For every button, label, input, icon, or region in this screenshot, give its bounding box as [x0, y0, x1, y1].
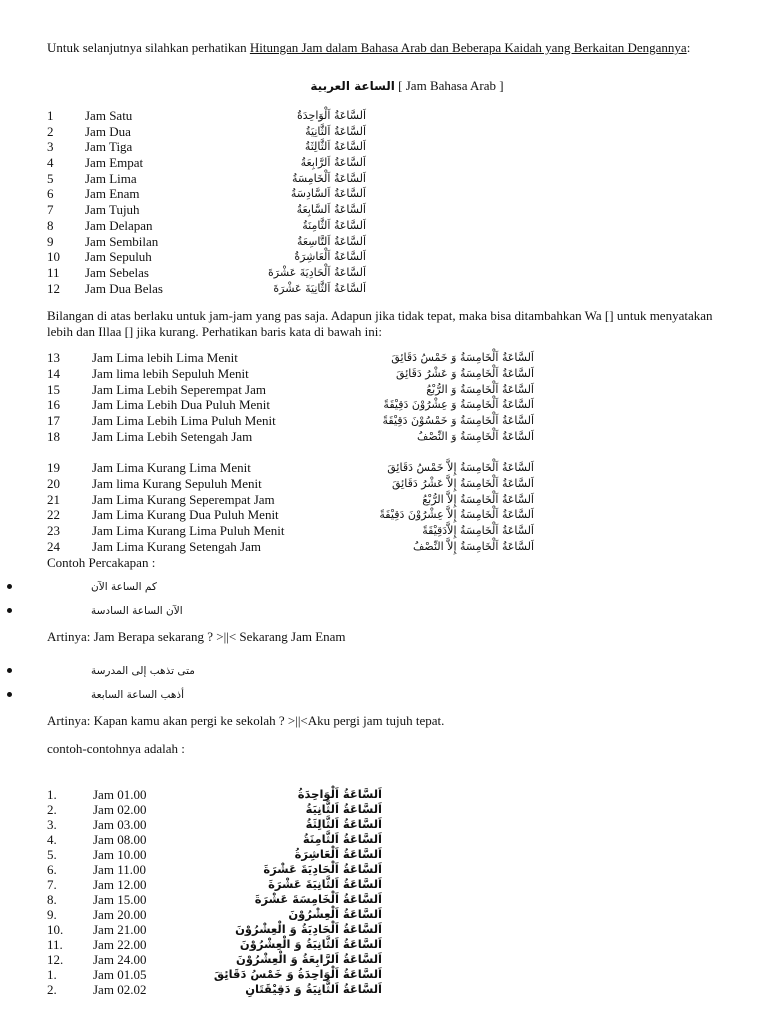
row-arabic: اَلسَّاعَةُ اَلْخَامِسَةُ وَ الرُّبْعُ [426, 382, 534, 396]
row-number: 12 [47, 280, 60, 296]
table-row [47, 476, 737, 492]
row-arabic: اَلسَّاعَةُ اَلْخَامِسَةُ وَ عِشْرُوْنَ دَقِيْقَةً [383, 398, 534, 412]
row-arabic: اَلسَّاعَةُ اَلْخَامِسَةُ وَ خَمْسُوْنَ دَقِيْقَةً [382, 414, 534, 427]
row-arabic: اَلسَّاعَةُ اَلثَّانِيَةُ [305, 801, 382, 816]
bullet-dot [7, 608, 12, 613]
row-label: Jam 01.00 [93, 786, 147, 802]
table-row [47, 787, 737, 802]
row-arabic: اَلسَّاعَةُ اَلْخَامِسَةُ وَ النِّصْفُ [417, 429, 534, 443]
row-number: 9. [47, 906, 57, 922]
row-label: Jam Lima Kurang Lima Puluh Menit [92, 523, 285, 539]
row-label: Jam Lima Lebih Setengah Jam [92, 428, 253, 444]
row-arabic: اَلسَّاعَةُ اَلْخَامِسَةُ إِلاَّ خَمْسُ دَقَائِقَ [387, 461, 534, 475]
bullet-dot [7, 668, 12, 673]
row-arabic: اَلسَّاعَةُ اَلْوَاحِدَةُ [296, 109, 366, 122]
examples-title: contoh-contohnya adalah : [47, 740, 185, 756]
row-number: 15 [47, 381, 60, 397]
row-label: Jam Delapan [85, 217, 153, 233]
row-number: 22 [47, 507, 60, 523]
document-page [47, 40, 737, 997]
table-row [47, 281, 737, 297]
row-arabic: اَلسَّاعَةُ اَلثَّالِثَةُ [304, 140, 366, 154]
row-arabic: اَلسَّاعَةُ اَلثَّانِيَةَ عَشْرَةَ [268, 876, 382, 891]
table-row [47, 366, 737, 382]
row-arabic: اَلسَّاعَةُ اَلْحَادِيَةَ عَشْرَةَ [268, 265, 366, 279]
row-number: 11 [47, 264, 60, 280]
table-row [47, 907, 737, 922]
table-row [47, 832, 737, 847]
row-arabic: اَلسَّاعَةُ اَلثَّامِنَةُ [302, 831, 382, 846]
table-row [47, 507, 737, 523]
row-number: 7 [47, 202, 54, 218]
row-number: 4. [47, 831, 57, 847]
table-row [47, 155, 737, 171]
row-number: 1 [47, 108, 54, 123]
row-arabic: اَلسَّاعَةُ اَلْوَاحِدَةُ وَ خَمْسُ دَقَائِقَ [213, 966, 382, 981]
row-number: 9 [47, 233, 54, 249]
row-arabic: اَلسَّاعَةُ اَلسَّادِسَةُ [290, 187, 366, 201]
row-label: Jam Lima lebih Lima Menit [92, 350, 238, 366]
row-label: Jam Enam [85, 186, 140, 202]
heading-arabic: الساعة العربية [310, 79, 395, 93]
row-label: Jam Lima Kurang Dua Puluh Menit [92, 507, 279, 523]
row-label: Jam 11.00 [93, 861, 146, 877]
row-arabic: اَلسَّاعَةُ اَلْخَامِسَةُ إِلاَّدَقِيْقَةً [422, 524, 534, 538]
row-number: 24 [47, 538, 60, 554]
row-arabic: اَلسَّاعَةُ اَلرَّابِعَةُ [300, 156, 366, 170]
conversation-line [47, 659, 737, 683]
row-arabic: اَلسَّاعَةُ اَلسَّابِعَةُ [296, 203, 366, 217]
more-than-table [47, 350, 737, 444]
row-arabic: اَلسَّاعَةُ اَلْحَادِيَةَ عَشْرَةَ [263, 861, 382, 876]
row-arabic: اَلسَّاعَةُ اَلثَّالِثَةُ [305, 816, 382, 831]
row-label: Jam Lima [85, 170, 137, 186]
row-number: 3. [47, 816, 57, 832]
row-number: 14 [47, 365, 60, 381]
intro-tail: : [686, 40, 691, 55]
row-number: 1. [47, 786, 57, 802]
row-label: Jam 21.00 [93, 921, 147, 937]
table-row [47, 523, 737, 539]
table-row [47, 108, 737, 124]
conversation-arabic: متى تذهب إلى المدرسة [91, 664, 195, 677]
row-number: 19 [47, 460, 60, 476]
table-row [47, 460, 737, 476]
row-label: Jam lima lebih Sepuluh Menit [92, 365, 249, 381]
table-row [47, 817, 737, 832]
row-label: Jam 02.02 [93, 981, 147, 997]
row-arabic: اَلسَّاعَةُ اَلْحَادِيَةُ وَ الْعِشْرُوْنَ [235, 921, 382, 936]
conversation-title: Contoh Percakapan : [47, 554, 156, 570]
row-arabic: اَلسَّاعَةُ اَلْخَامِسَةُ إِلاَّ النِّصْفُ [413, 539, 534, 553]
row-arabic: اَلسَّاعَةُ اَلْعَاشِرَةُ [294, 846, 382, 861]
row-number: 16 [47, 397, 60, 413]
row-number: 13 [47, 350, 60, 366]
row-arabic: اَلسَّاعَةُ اَلْوَاحِدَةُ [297, 786, 382, 801]
table-row [47, 922, 737, 937]
conversation-arabic: الآن الساعة السادسة [91, 604, 183, 617]
row-arabic: اَلسَّاعَةُ اَلْخَامِسَةُ [292, 171, 366, 185]
table-row [47, 847, 737, 862]
row-label: Jam lima Kurang Sepuluh Menit [92, 476, 262, 492]
table-row [47, 202, 737, 218]
table-row [47, 937, 737, 952]
row-label: Jam Lima Kurang Setengah Jam [92, 538, 261, 554]
row-label: Jam 03.00 [93, 816, 147, 832]
row-number: 17 [47, 413, 60, 428]
row-number: 5. [47, 846, 57, 862]
row-arabic: اَلسَّاعَةُ اَلثَّامِنَةُ [302, 218, 366, 232]
meaning-line: Artinya: Jam Berapa sekarang ? >||< Sekarang Jam Enam [47, 628, 346, 644]
table-row [47, 982, 737, 997]
table-row [47, 492, 737, 508]
conversation-arabic: كم الساعة الآن [91, 580, 157, 593]
row-number: 2. [47, 981, 57, 997]
table-row [47, 429, 737, 445]
conversation-line [47, 599, 737, 623]
row-label: Jam Lima Kurang Seperempat Jam [92, 491, 275, 507]
row-label: Jam 15.00 [93, 891, 147, 907]
row-label: Jam Dua [85, 123, 131, 139]
row-label: Jam Tujuh [85, 202, 140, 218]
row-number: 20 [47, 476, 60, 492]
row-label: Jam 08.00 [93, 831, 147, 847]
row-arabic: اَلسَّاعَةُ اَلرَّابِعَةُ وَ الْعِشْرُوْنَ [236, 951, 382, 966]
table-row [47, 877, 737, 892]
row-number: 6. [47, 861, 57, 877]
row-number: 12. [47, 951, 64, 967]
table-row [47, 124, 737, 140]
row-number: 8 [47, 217, 54, 233]
table-row [47, 218, 737, 234]
bullet-dot [7, 692, 12, 697]
row-label: Jam Lima Lebih Dua Puluh Menit [92, 397, 271, 413]
row-label: Jam 22.00 [93, 936, 147, 952]
row-arabic: اَلسَّاعَةُ اَلثَّانِيَةَ عَشْرَةَ [273, 281, 366, 295]
row-label: Jam Tiga [85, 139, 133, 155]
intro-paragraph [47, 40, 737, 56]
row-arabic: اَلسَّاعَةُ اَلْعَاشِرَةُ [294, 250, 366, 264]
examples-table [47, 787, 737, 997]
row-number: 21 [47, 491, 60, 507]
hours-table [47, 108, 737, 296]
conversation-line [47, 575, 737, 599]
row-number: 7. [47, 876, 57, 892]
row-arabic: اَلسَّاعَةُ اَلثَّانِيَةُ [305, 124, 366, 138]
heading-latin: [ Jam Bahasa Arab ] [394, 78, 504, 93]
row-arabic: اَلسَّاعَةُ اَلْخَامِسَةُ إِلاَّ عَشْرُ دَقَائِقَ [391, 477, 534, 491]
row-label: Jam 24.00 [93, 951, 147, 967]
row-number: 1. [47, 966, 57, 982]
row-label: Jam 01.05 [93, 966, 147, 982]
row-label: Jam Sembilan [85, 233, 159, 249]
row-label: Jam Lima Kurang Lima Menit [92, 460, 251, 476]
row-label: Jam Lima Lebih Seperempat Jam [92, 381, 267, 397]
row-label: Jam 10.00 [93, 846, 147, 862]
row-label: Jam 20.00 [93, 906, 147, 922]
conversation-line [47, 683, 737, 707]
row-arabic: اَلسَّاعَةُ اَلْخَامِسَةُ وَ عَشْرُ دَقَائِقَ [396, 366, 534, 380]
row-number: 18 [47, 428, 60, 444]
intro-link-text[interactable]: Hitungan Jam dalam Bahasa Arab dan Beberapa Kaidah yang Berkaitan Dengannya [249, 40, 687, 55]
table-row [47, 397, 737, 413]
intro-lead: Untuk selanjutnya silahkan perhatikan [47, 40, 250, 55]
table-row [47, 802, 737, 817]
table-row [47, 249, 737, 265]
row-number: 6 [47, 186, 54, 202]
row-label: Jam Satu [85, 108, 133, 123]
row-label: Jam Sepuluh [85, 249, 152, 265]
row-arabic: اَلسَّاعَةُ اَلثَّانِيَةُ وَ الْعِشْرُوْنَ [239, 936, 382, 951]
row-number: 2. [47, 801, 57, 817]
row-label: Jam Sebelas [85, 264, 149, 280]
table-row [47, 234, 737, 250]
explanation-paragraph: Bilangan di atas berlaku untuk jam-jam yang pas saja. Adapun jika tidak tepat, maka bisa ditambahkan Wa [] untuk menyatakan lebih dan Illaa [] jika kurang. Perhatikan baris kata di bawah ini: [47, 308, 713, 340]
row-number: 10 [47, 249, 60, 265]
row-number: 4 [47, 155, 54, 171]
row-label: Jam Lima Lebih Lima Puluh Menit [92, 413, 276, 428]
table-row [47, 171, 737, 187]
row-number: 2 [47, 123, 54, 139]
row-number: 3 [47, 139, 54, 155]
table-row [47, 265, 737, 281]
row-arabic: اَلسَّاعَةُ اَلتَّاسِعَةُ [296, 234, 366, 248]
table-row [47, 952, 737, 967]
table-row [47, 967, 737, 982]
conversation-arabic: أذهب الساعة السابعة [91, 688, 184, 701]
row-arabic: اَلسَّاعَةُ اَلْعِشْرُوْنَ [288, 906, 382, 921]
row-number: 5 [47, 170, 54, 186]
row-number: 8. [47, 891, 57, 907]
row-arabic: اَلسَّاعَةُ اَلْخَامِسَةُ إِلاَّ عِشْرُوْنَ دَقِيْقَةً [379, 508, 534, 522]
bullet-dot [7, 584, 12, 589]
table-row [47, 892, 737, 907]
table-row [47, 539, 737, 555]
meaning-line: Artinya: Kapan kamu akan pergi ke sekolah ? >||<Aku pergi jam tujuh tepat. [47, 712, 445, 728]
table-row [47, 382, 737, 398]
row-number: 11. [47, 936, 63, 952]
row-label: Jam 02.00 [93, 801, 147, 817]
table-row [47, 186, 737, 202]
table-row [47, 862, 737, 877]
row-number: 23 [47, 523, 60, 539]
row-label: Jam Dua Belas [85, 280, 163, 296]
row-arabic: اَلسَّاعَةُ اَلْخَامِسَةُ وَ خَمْسُ دَقَائِقَ [391, 351, 534, 365]
row-label: Jam Empat [85, 155, 144, 171]
table-row [47, 413, 737, 429]
section-heading [77, 78, 737, 94]
table-row [47, 350, 737, 366]
row-arabic: اَلسَّاعَةُ اَلثَّانِيَةُ وَ دَقِيْقَتَانِ [245, 981, 382, 996]
row-label: Jam 12.00 [93, 876, 147, 892]
row-number: 10. [47, 921, 64, 937]
row-arabic: اَلسَّاعَةُ اَلْخَامِسَةُ إِلاَّ الرُّبْعُ [422, 492, 534, 506]
row-arabic: اَلسَّاعَةُ اَلْخَامِسَةَ عَشْرَةَ [254, 891, 382, 906]
less-than-table [47, 460, 737, 554]
table-row [47, 139, 737, 155]
